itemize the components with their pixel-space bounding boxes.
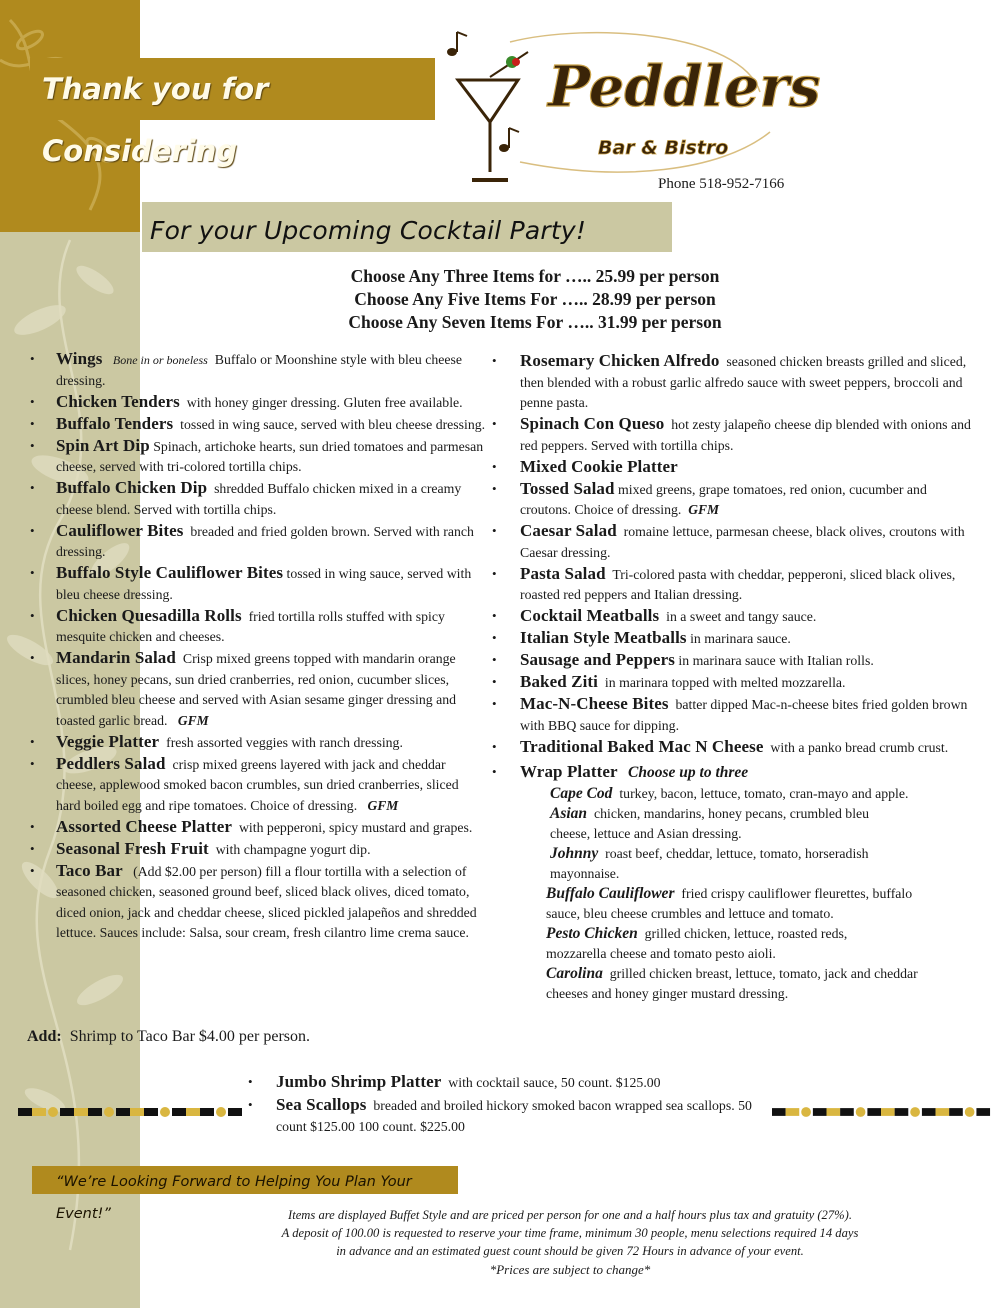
add-shrimp-line: [27, 1028, 310, 1046]
bullet-icon: •: [30, 351, 35, 366]
item-desc: Crisp mixed greens topped with mandarin orange slices, honey pecans, sun dried cranberries, red onion, cucumber slices, crumbled bleu cheese and served with Asian sesame ginger dressing and toasted garlic bread.: [56, 651, 456, 728]
item-name: Rosemary Chicken Alfredo: [520, 351, 720, 370]
price-change-note: *Prices are subject to change*: [489, 1262, 651, 1277]
item-desc: batter dipped Mac-n-cheese bites fried golden brown with BBQ sauce for dipping.: [520, 697, 968, 733]
menu-item: [26, 732, 486, 754]
gfm-badge: GFM: [177, 712, 209, 728]
menu-item: [26, 349, 486, 391]
item-desc: hot zesty jalapeño cheese dip blended with onions and red peppers. Served with tortilla chips.: [520, 417, 971, 453]
item-name: Veggie Platter: [56, 731, 160, 751]
item-name: Peddlers Salad: [56, 753, 166, 773]
logo-name: Peddlers: [548, 54, 821, 120]
pricing-tiers: [250, 265, 820, 334]
bullet-icon: •: [492, 738, 497, 754]
item-name: Caesar Salad: [520, 521, 617, 540]
bullet-icon: •: [492, 764, 497, 779]
wrap-option: [520, 964, 980, 1004]
wrap-option-desc: roast beef, cheddar, lettuce, tomato, horseradish mayonnaise.: [550, 845, 869, 881]
item-desc: seasoned chicken breasts grilled and sliced, then blended with a robust garlic alfredo sauce with sweet peppers, broccoli and penne pasta.: [520, 354, 967, 410]
left-menu-list: [26, 349, 486, 944]
menu-item: [26, 392, 486, 414]
bullet-icon: •: [30, 480, 35, 495]
item-desc: mixed greens, grape tomatoes, red onion, cucumber and croutons. Choice of dressing.: [520, 481, 927, 517]
footer-line: in advance and an estimated guest count should be given 72 Hours in advance of your event.: [336, 1244, 804, 1258]
add-label: Add:: [27, 1028, 62, 1045]
bullet-icon: •: [30, 522, 35, 538]
item-name: Cauliflower Bites: [56, 520, 184, 540]
thanks-banner: Thank you for Considering: [30, 58, 435, 120]
item-desc: with cocktail sauce, 50 count. $125.00: [448, 1075, 661, 1090]
party-banner: For your Upcoming Cocktail Party!: [142, 202, 672, 252]
bullet-icon: •: [492, 652, 497, 667]
wrap-option-name: Asian: [550, 804, 588, 822]
item-name: Sausage and Peppers: [520, 650, 675, 669]
menu-item: [26, 861, 486, 944]
item-name: Jumbo Shrimp Platter: [276, 1072, 442, 1091]
footer-line: Items are displayed Buffet Style and are priced per person for one and a half hours plus tax and gratuity (27%).: [288, 1208, 852, 1222]
bullet-icon: •: [492, 523, 497, 538]
item-desc: in marinara sauce.: [690, 631, 791, 646]
item-name: Mac-N-Cheese Bites: [520, 694, 669, 713]
menu-item: [488, 628, 980, 650]
item-name: Spinach Con Queso: [520, 414, 665, 433]
item-name: Taco Bar: [56, 860, 123, 880]
menu-item: [26, 436, 486, 478]
wrap-choose-note: Choose up to three: [628, 764, 749, 781]
bullet-icon: •: [30, 650, 35, 665]
menu-item: [244, 1094, 764, 1137]
bullet-icon: •: [492, 696, 497, 711]
item-name: Seasonal Fresh Fruit: [56, 838, 209, 858]
item-desc: tossed in wing sauce, served with bleu cheese dressing.: [56, 566, 472, 602]
footer-line: A deposit of 100.00 is requested to reserve your time frame, minimum 30 people, menu selections required 14 days: [281, 1226, 859, 1240]
menu-item: [488, 414, 980, 456]
pricing-five: Choose Any Five Items For ….. 28.99 per person: [354, 289, 716, 309]
add-text: Shrimp to Taco Bar $4.00 per person.: [69, 1028, 311, 1045]
wrap-option-name: Cape Cod: [550, 784, 613, 802]
menu-item: [488, 650, 980, 672]
menu-item: [26, 839, 486, 861]
item-desc: tossed in wing sauce, served with bleu cheese dressing.: [180, 416, 486, 432]
item-desc: in marinara sauce with Italian rolls.: [678, 653, 874, 668]
item-name: Spin Art Dip: [56, 435, 150, 455]
item-name: Traditional Baked Mac N Cheese: [520, 736, 764, 756]
item-desc: breaded and broiled hickory smoked bacon wrapped sea scallops. 50 count $125.00 100 count. $225.00: [276, 1097, 752, 1134]
item-desc: with champagne yogurt dip.: [215, 841, 371, 857]
item-desc: with pepperoni, spicy mustard and grapes.: [238, 819, 473, 835]
item-name: Baked Ziti: [520, 672, 598, 691]
menu-item: [26, 414, 486, 436]
wrap-option: [520, 784, 980, 804]
wrap-option-name: Carolina: [546, 964, 603, 982]
item-name: Pasta Salad: [520, 563, 606, 583]
pricing-three: Choose Any Three Items for ….. 25.99 per person: [350, 266, 720, 286]
item-name: Cocktail Meatballs: [520, 606, 660, 625]
bullet-icon: •: [492, 353, 497, 368]
bullet-icon: •: [248, 1096, 253, 1112]
wrap-option: [520, 804, 980, 844]
bullet-icon: •: [30, 818, 35, 834]
checker-divider-left: [18, 1104, 244, 1120]
menu-item: [488, 457, 980, 479]
footer-terms: [140, 1206, 1000, 1279]
item-name: Tossed Salad: [520, 478, 615, 498]
item-desc: in marinara topped with melted mozzarella.: [604, 675, 846, 690]
checker-divider-right: [772, 1104, 992, 1120]
item-name: Wings: [56, 349, 103, 368]
menu-item: [26, 817, 486, 839]
wrap-options: [520, 784, 980, 1004]
menu-item: [488, 694, 980, 736]
bullet-icon: •: [30, 733, 35, 749]
bullet-icon: •: [492, 630, 497, 645]
logo-subtitle: Bar & Bistro: [598, 137, 729, 159]
menu-item: [488, 351, 980, 414]
item-name: Mandarin Salad: [56, 648, 176, 667]
bullet-icon: •: [492, 608, 497, 623]
wrap-option-name: Pesto Chicken: [546, 924, 638, 942]
gfm-badge: GFM: [367, 797, 399, 813]
right-menu-list: [488, 351, 980, 1004]
bullet-icon: •: [492, 565, 497, 581]
item-name: Wrap Platter: [520, 762, 618, 781]
wrap-option-desc: turkey, bacon, lettuce, tomato, cran-mayo and apple.: [619, 785, 909, 801]
wrap-option: [520, 924, 980, 964]
bullet-icon: •: [492, 416, 497, 431]
menu-item: [488, 672, 980, 694]
item-name: Sea Scallops: [276, 1094, 367, 1114]
item-desc: (Add $2.00 per person) fill a flour tortilla with a selection of seasoned chicken, seasoned ground beef, sliced black olives, diced tomato, diced onion, jack and cheddar cheese, sliced pickled jalapeños and shredded lettuce. Sauces include: Salsa, sour cream, fresh cilantro lime crema sauce.: [56, 863, 477, 940]
gfm-badge: GFM: [688, 502, 719, 517]
menu-item: [488, 737, 980, 759]
item-desc: with honey ginger dressing. Gluten free available.: [186, 394, 463, 410]
bullet-icon: •: [30, 437, 35, 453]
item-name: Italian Style Meatballs: [520, 628, 687, 647]
bullet-icon: •: [30, 840, 35, 856]
pricing-seven: Choose Any Seven Items For ….. 31.99 per person: [348, 312, 722, 332]
wrap-option-desc: grilled chicken, lettuce, roasted reds, mozzarella cheese and tomato pesto aioli.: [546, 925, 848, 961]
bullet-icon: •: [30, 607, 35, 623]
item-desc: with a panko bread crumb crust.: [770, 739, 949, 755]
bullet-icon: •: [492, 458, 497, 474]
item-desc: fried tortilla rolls stuffed with spicy mesquite chicken and cheeses.: [56, 608, 445, 644]
item-desc: shredded Buffalo chicken mixed in a creamy cheese blend. Served with tortilla chips.: [56, 481, 462, 517]
wrap-option-desc: fried crispy cauliflower fleurettes, buffalo sauce, bleu cheese crumbles and lettuce and tomato.: [546, 885, 913, 921]
menu-item: [26, 563, 486, 605]
item-desc: fresh assorted veggies with ranch dressing.: [166, 734, 403, 750]
wrap-option-desc: chicken, mandarins, honey pecans, crumbled bleu cheese, lettuce and Asian dressing.: [550, 805, 870, 841]
item-desc: in a sweet and tangy sauce.: [666, 609, 817, 624]
bullet-icon: •: [492, 674, 497, 689]
menu-item: [26, 754, 486, 817]
bullet-icon: •: [30, 755, 35, 771]
bullet-icon: •: [30, 862, 35, 878]
wrap-option: [520, 884, 980, 924]
item-desc: crisp mixed greens layered with jack and cheddar cheese, applewood smoked bacon crumbles, sun dried cranberries, sliced hard boiled egg and ripe tomatoes. Choice of dressing.: [56, 756, 459, 813]
martini-glass-icon: [458, 52, 528, 180]
bullet-icon: •: [248, 1074, 253, 1089]
item-name: Buffalo Tenders: [56, 413, 174, 433]
menu-item: [26, 606, 486, 648]
menu-item: [26, 478, 486, 520]
bullet-icon: •: [30, 565, 35, 580]
wrap-option: [520, 844, 980, 884]
menu-item: [244, 1071, 764, 1093]
item-name: Mixed Cookie Platter: [520, 456, 678, 476]
phone-number: Phone 518-952-7166: [658, 176, 785, 192]
tagline-banner: “We’re Looking Forward to Helping You Plan Your Event!”: [32, 1166, 458, 1194]
item-desc: romaine lettuce, parmesan cheese, black olives, croutons with Caesar dressing.: [520, 524, 965, 560]
bullet-icon: •: [30, 415, 35, 431]
wrap-option-name: Johnny: [550, 844, 599, 862]
item-note: Bone in or boneless: [112, 353, 208, 367]
item-desc: breaded and fried golden brown. Served with ranch dressing.: [56, 523, 474, 559]
wrap-option-desc: grilled chicken breast, lettuce, tomato, jack and cheddar cheeses and honey ginger mustard dressing.: [546, 965, 918, 1001]
item-name: Assorted Cheese Platter: [56, 816, 233, 836]
menu-item-wrap-platter: [488, 762, 980, 1004]
menu-item: [488, 564, 980, 606]
menu-item: [26, 521, 486, 563]
item-name: Buffalo Style Cauliflower Bites: [56, 563, 284, 582]
item-desc: Buffalo or Moonshine style with bleu cheese dressing.: [56, 352, 463, 388]
menu-item: [488, 606, 980, 628]
item-name: Chicken Tenders: [56, 391, 180, 411]
extras-list: [244, 1071, 764, 1137]
menu-item: [488, 479, 980, 521]
bullet-icon: •: [30, 393, 35, 409]
item-name: Chicken Quesadilla Rolls: [56, 605, 242, 625]
item-desc: Tri-colored pasta with cheddar, pepperoni, sliced black olives, roasted red peppers and Italian dressing.: [520, 566, 956, 602]
menu-item: [488, 521, 980, 563]
wrap-option-name: Buffalo Cauliflower: [546, 884, 675, 902]
item-name: Buffalo Chicken Dip: [56, 478, 208, 497]
item-desc: Spinach, artichoke hearts, sun dried tomatoes and parmesan cheese, served with tri-colored tortilla chips.: [56, 438, 484, 474]
bullet-icon: •: [492, 480, 497, 496]
menu-item: [26, 648, 486, 731]
peddlers-logo: [440, 22, 821, 192]
